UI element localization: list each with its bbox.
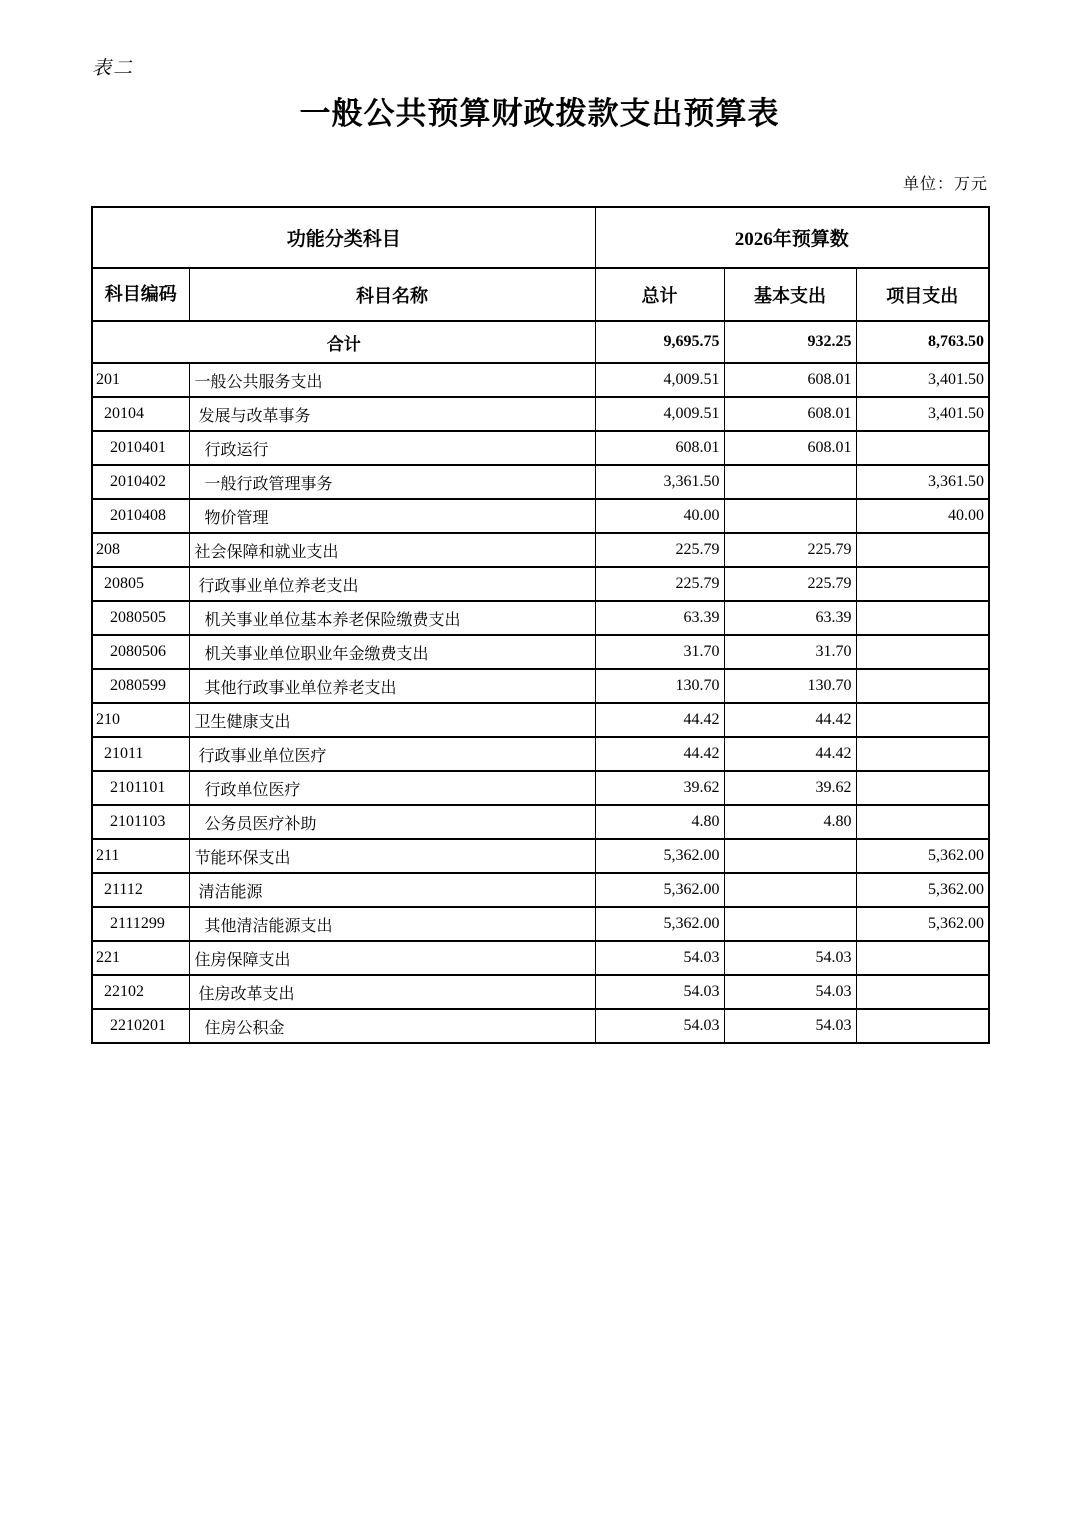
row-name: 住房公积金 <box>189 1009 595 1043</box>
row-code: 2010402 <box>92 465 189 499</box>
header-columns-row <box>92 268 989 321</box>
row-total: 225.79 <box>595 533 724 567</box>
row-basic: 39.62 <box>724 771 856 805</box>
row-project <box>856 737 989 771</box>
row-basic: 31.70 <box>724 635 856 669</box>
row-basic: 225.79 <box>724 533 856 567</box>
row-basic: 54.03 <box>724 1009 856 1043</box>
row-total: 54.03 <box>595 1009 724 1043</box>
table-row <box>92 567 989 601</box>
header-basic-expenditure: 基本支出 <box>724 268 856 321</box>
row-project <box>856 601 989 635</box>
row-name: 行政运行 <box>189 431 595 465</box>
table-header <box>92 207 989 321</box>
table-number-label: 表二 <box>92 58 135 79</box>
row-total: 4.80 <box>595 805 724 839</box>
row-name: 物价管理 <box>189 499 595 533</box>
row-basic <box>724 465 856 499</box>
row-project <box>856 431 989 465</box>
header-subject-name: 科目名称 <box>189 268 595 321</box>
row-project <box>856 771 989 805</box>
row-total: 54.03 <box>595 941 724 975</box>
row-code: 208 <box>92 533 189 567</box>
row-project: 5,362.00 <box>856 839 989 873</box>
row-project: 3,361.50 <box>856 465 989 499</box>
row-code: 2010401 <box>92 431 189 465</box>
table-row <box>92 771 989 805</box>
table-row <box>92 1009 989 1043</box>
header-total: 总计 <box>595 268 724 321</box>
row-code: 210 <box>92 703 189 737</box>
row-total: 63.39 <box>595 601 724 635</box>
row-total: 5,362.00 <box>595 839 724 873</box>
table-row <box>92 975 989 1009</box>
table-row <box>92 669 989 703</box>
table-row <box>92 397 989 431</box>
row-basic: 225.79 <box>724 567 856 601</box>
row-project <box>856 975 989 1009</box>
table-row <box>92 465 989 499</box>
row-code: 2101101 <box>92 771 189 805</box>
row-basic <box>724 499 856 533</box>
row-project: 5,362.00 <box>856 873 989 907</box>
row-project: 5,362.00 <box>856 907 989 941</box>
row-code: 20805 <box>92 567 189 601</box>
header-subject-code <box>92 268 189 321</box>
row-project <box>856 669 989 703</box>
header-functional-classification: 功能分类科目 <box>92 207 595 268</box>
row-project: 3,401.50 <box>856 363 989 397</box>
row-basic: 63.39 <box>724 601 856 635</box>
row-total: 130.70 <box>595 669 724 703</box>
row-total: 4,009.51 <box>595 363 724 397</box>
unit-label: 单位：万元 <box>902 176 988 193</box>
row-project <box>856 567 989 601</box>
page-title: 一般公共预算财政拨款支出预算表 <box>299 96 780 131</box>
row-total: 3,361.50 <box>595 465 724 499</box>
row-name: 机关事业单位职业年金缴费支出 <box>189 635 595 669</box>
header-budget-year-2026: 2026年预算数 <box>595 207 989 268</box>
grand-total-label: 合计 <box>92 321 595 363</box>
row-name: 一般行政管理事务 <box>189 465 595 499</box>
row-name: 社会保障和就业支出 <box>189 533 595 567</box>
header-group-row <box>92 207 989 268</box>
table-row <box>92 499 989 533</box>
grand-total-basic: 932.25 <box>724 321 856 363</box>
table-row <box>92 431 989 465</box>
table-body <box>92 321 989 1043</box>
row-code: 20104 <box>92 397 189 431</box>
grand-total-project: 8,763.50 <box>856 321 989 363</box>
row-name: 住房改革支出 <box>189 975 595 1009</box>
row-code: 2080505 <box>92 601 189 635</box>
table-row <box>92 839 989 873</box>
row-total: 40.00 <box>595 499 724 533</box>
row-basic: 44.42 <box>724 737 856 771</box>
row-project <box>856 533 989 567</box>
row-basic: 608.01 <box>724 431 856 465</box>
header-subject-code-label: 科目编码 <box>104 283 177 304</box>
budget-table <box>91 206 990 1044</box>
row-name: 卫生健康支出 <box>189 703 595 737</box>
row-code: 21112 <box>92 873 189 907</box>
table-row <box>92 805 989 839</box>
row-code: 2101103 <box>92 805 189 839</box>
row-basic: 608.01 <box>724 363 856 397</box>
row-name: 行政事业单位养老支出 <box>189 567 595 601</box>
row-basic <box>724 873 856 907</box>
table-row <box>92 635 989 669</box>
header-project-expenditure: 项目支出 <box>856 268 989 321</box>
row-project: 40.00 <box>856 499 989 533</box>
row-total: 4,009.51 <box>595 397 724 431</box>
row-project <box>856 703 989 737</box>
row-code: 2080506 <box>92 635 189 669</box>
row-total: 44.42 <box>595 737 724 771</box>
row-code: 21011 <box>92 737 189 771</box>
row-basic: 44.42 <box>724 703 856 737</box>
table-row <box>92 703 989 737</box>
row-total: 39.62 <box>595 771 724 805</box>
row-code: 2210201 <box>92 1009 189 1043</box>
row-name: 一般公共服务支出 <box>189 363 595 397</box>
row-code: 201 <box>92 363 189 397</box>
row-project <box>856 941 989 975</box>
row-code: 22102 <box>92 975 189 1009</box>
table-row <box>92 873 989 907</box>
row-name: 节能环保支出 <box>189 839 595 873</box>
row-name: 清洁能源 <box>189 873 595 907</box>
row-total: 5,362.00 <box>595 907 724 941</box>
row-name: 住房保障支出 <box>189 941 595 975</box>
row-basic: 608.01 <box>724 397 856 431</box>
row-code: 2111299 <box>92 907 189 941</box>
row-basic: 4.80 <box>724 805 856 839</box>
row-total: 225.79 <box>595 567 724 601</box>
row-basic <box>724 907 856 941</box>
grand-total-row <box>92 321 989 363</box>
row-total: 5,362.00 <box>595 873 724 907</box>
row-name: 行政单位医疗 <box>189 771 595 805</box>
row-project <box>856 805 989 839</box>
grand-total-total: 9,695.75 <box>595 321 724 363</box>
row-basic: 54.03 <box>724 941 856 975</box>
row-basic: 130.70 <box>724 669 856 703</box>
row-name: 其他行政事业单位养老支出 <box>189 669 595 703</box>
row-basic <box>724 839 856 873</box>
row-total: 54.03 <box>595 975 724 1009</box>
row-name: 公务员医疗补助 <box>189 805 595 839</box>
row-project <box>856 635 989 669</box>
row-name: 其他清洁能源支出 <box>189 907 595 941</box>
row-name: 发展与改革事务 <box>189 397 595 431</box>
table-row <box>92 533 989 567</box>
table-row <box>92 941 989 975</box>
row-name: 机关事业单位基本养老保险缴费支出 <box>189 601 595 635</box>
row-total: 31.70 <box>595 635 724 669</box>
table-row <box>92 601 989 635</box>
row-total: 608.01 <box>595 431 724 465</box>
table-row <box>92 363 989 397</box>
row-name: 行政事业单位医疗 <box>189 737 595 771</box>
table-row <box>92 907 989 941</box>
table-row <box>92 737 989 771</box>
row-basic: 54.03 <box>724 975 856 1009</box>
row-code: 2080599 <box>92 669 189 703</box>
row-project <box>856 1009 989 1043</box>
row-code: 2010408 <box>92 499 189 533</box>
row-total: 44.42 <box>595 703 724 737</box>
row-project: 3,401.50 <box>856 397 989 431</box>
row-code: 211 <box>92 839 189 873</box>
row-code: 221 <box>92 941 189 975</box>
